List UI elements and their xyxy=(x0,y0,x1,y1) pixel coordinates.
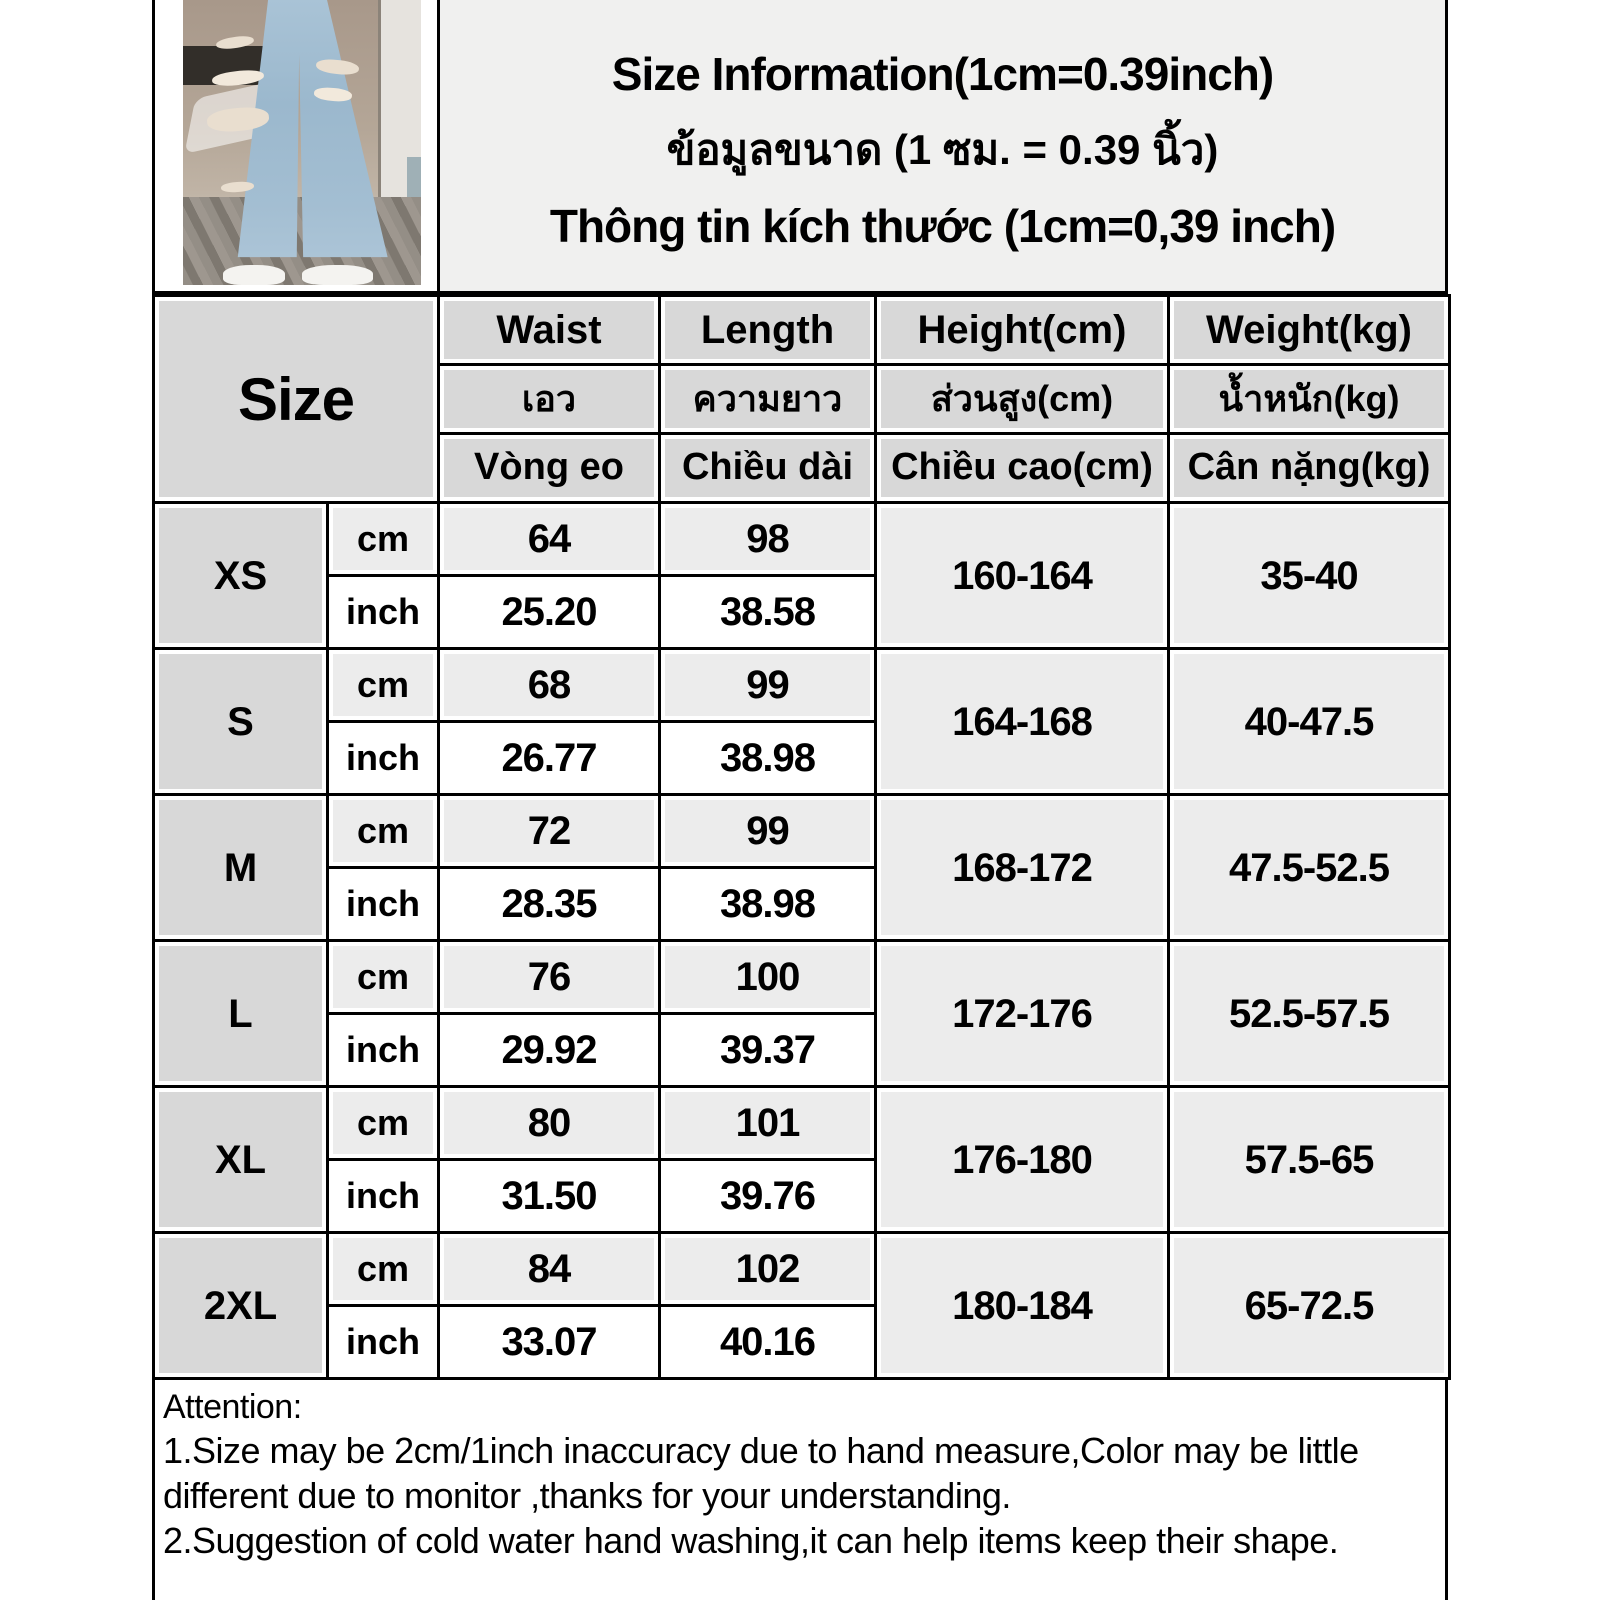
sneaker-image xyxy=(223,265,285,285)
value-xl-waist-inch: 31.50 xyxy=(439,1160,660,1233)
attention-heading: Attention: xyxy=(163,1388,302,1426)
size-header-label: Size xyxy=(159,301,433,497)
value-s-length-inch: 38.98 xyxy=(660,722,876,795)
size-label-xs: XS xyxy=(154,503,328,649)
unit-label-inch: inch xyxy=(328,576,439,649)
value-m-waist-inch: 28.35 xyxy=(439,868,660,941)
header-height-en: Height(cm) xyxy=(876,296,1169,365)
header-length-th: ความยาว xyxy=(660,365,876,434)
size-table xyxy=(152,294,1451,1380)
header-row-english xyxy=(154,296,1450,365)
title-vietnamese: Thông tin kích thước (1cm=0,39 inch) xyxy=(549,199,1336,252)
value-m-length-cm: 99 xyxy=(660,795,876,868)
unit-label-inch: inch xyxy=(328,722,439,795)
unit-label-cm: cm xyxy=(328,503,439,576)
value-2xl-length-cm: 102 xyxy=(660,1233,876,1306)
value-2xl-height: 180-184 xyxy=(876,1233,1169,1379)
size-label-xl: XL xyxy=(154,1087,328,1233)
size-label-m: M xyxy=(154,795,328,941)
value-l-waist-cm: 76 xyxy=(439,941,660,1014)
unit-label-cm: cm xyxy=(328,649,439,722)
value-m-waist-cm: 72 xyxy=(439,795,660,868)
value-m-length-inch: 38.98 xyxy=(660,868,876,941)
size-chart-sheet xyxy=(152,0,1448,1600)
table-row-xs-cm xyxy=(154,503,1450,576)
attention-line-2: different due to monitor ,thanks for your understanding. xyxy=(163,1475,1011,1516)
value-l-length-inch: 39.37 xyxy=(660,1014,876,1087)
header-waist-vi: Vòng eo xyxy=(439,434,660,503)
title-english: Size Information(1cm=0.39inch) xyxy=(611,47,1274,100)
value-s-length-cm: 99 xyxy=(660,649,876,722)
header-height-vi: Chiều cao(cm) xyxy=(876,434,1169,503)
value-2xl-weight: 65-72.5 xyxy=(1169,1233,1450,1379)
header-waist-en: Waist xyxy=(439,296,660,365)
value-xs-length-cm: 98 xyxy=(660,503,876,576)
attention-line-3: 2.Suggestion of cold water hand washing,it can help items keep their shape. xyxy=(163,1520,1339,1561)
value-xs-waist-cm: 64 xyxy=(439,503,660,576)
header-weight-en: Weight(kg) xyxy=(1169,296,1450,365)
attention-note xyxy=(152,1380,1448,1600)
unit-label-inch: inch xyxy=(328,1306,439,1379)
header-weight-th: น้ำหนัก(kg) xyxy=(1169,365,1450,434)
attention-line-1: 1.Size may be 2cm/1inch inaccuracy due to hand measure,Color may be little xyxy=(163,1430,1359,1471)
value-xl-length-inch: 39.76 xyxy=(660,1160,876,1233)
value-m-height: 168-172 xyxy=(876,795,1169,941)
header-waist-th: เอว xyxy=(439,365,660,434)
table-row-2xl-cm xyxy=(154,1233,1450,1306)
title-thai: ข้อมูลขนาด (1 ซม. = 0.39 นิ้ว) xyxy=(666,125,1219,173)
table-row-m-cm xyxy=(154,795,1450,868)
value-s-waist-inch: 26.77 xyxy=(439,722,660,795)
table-row-xl-cm xyxy=(154,1087,1450,1160)
value-2xl-waist-inch: 33.07 xyxy=(439,1306,660,1379)
value-xl-height: 176-180 xyxy=(876,1087,1169,1233)
unit-label-inch: inch xyxy=(328,1160,439,1233)
value-xs-height: 160-164 xyxy=(876,503,1169,649)
value-xs-waist-inch: 25.20 xyxy=(439,576,660,649)
size-label-l: L xyxy=(154,941,328,1087)
value-m-weight: 47.5-52.5 xyxy=(1169,795,1450,941)
jeans-image xyxy=(233,0,392,274)
value-l-weight: 52.5-57.5 xyxy=(1169,941,1450,1087)
sneaker-image xyxy=(302,265,373,285)
header-length-vi: Chiều dài xyxy=(660,434,876,503)
size-label-s: S xyxy=(154,649,328,795)
value-xl-length-cm: 101 xyxy=(660,1087,876,1160)
unit-label-inch: inch xyxy=(328,1014,439,1087)
size-header-cell xyxy=(154,296,439,503)
value-s-waist-cm: 68 xyxy=(439,649,660,722)
unit-label-cm: cm xyxy=(328,941,439,1014)
value-2xl-waist-cm: 84 xyxy=(439,1233,660,1306)
value-xl-waist-cm: 80 xyxy=(439,1087,660,1160)
value-xs-length-inch: 38.58 xyxy=(660,576,876,649)
value-s-height: 164-168 xyxy=(876,649,1169,795)
size-label-2xl: 2XL xyxy=(154,1233,328,1379)
top-section xyxy=(152,0,1448,294)
value-l-height: 172-176 xyxy=(876,941,1169,1087)
value-l-length-cm: 100 xyxy=(660,941,876,1014)
header-length-en: Length xyxy=(660,296,876,365)
value-xs-weight: 35-40 xyxy=(1169,503,1450,649)
value-l-waist-inch: 29.92 xyxy=(439,1014,660,1087)
table-row-s-cm xyxy=(154,649,1450,722)
value-s-weight: 40-47.5 xyxy=(1169,649,1450,795)
value-xl-weight: 57.5-65 xyxy=(1169,1087,1450,1233)
unit-label-cm: cm xyxy=(328,1087,439,1160)
product-photo xyxy=(183,0,421,285)
unit-label-cm: cm xyxy=(328,795,439,868)
unit-label-cm: cm xyxy=(328,1233,439,1306)
table-row-l-cm xyxy=(154,941,1450,1014)
unit-label-inch: inch xyxy=(328,868,439,941)
product-photo-cell xyxy=(155,0,440,291)
value-2xl-length-inch: 40.16 xyxy=(660,1306,876,1379)
header-height-th: ส่วนสูง(cm) xyxy=(876,365,1169,434)
header-weight-vi: Cân nặng(kg) xyxy=(1169,434,1450,503)
title-panel xyxy=(440,0,1445,291)
